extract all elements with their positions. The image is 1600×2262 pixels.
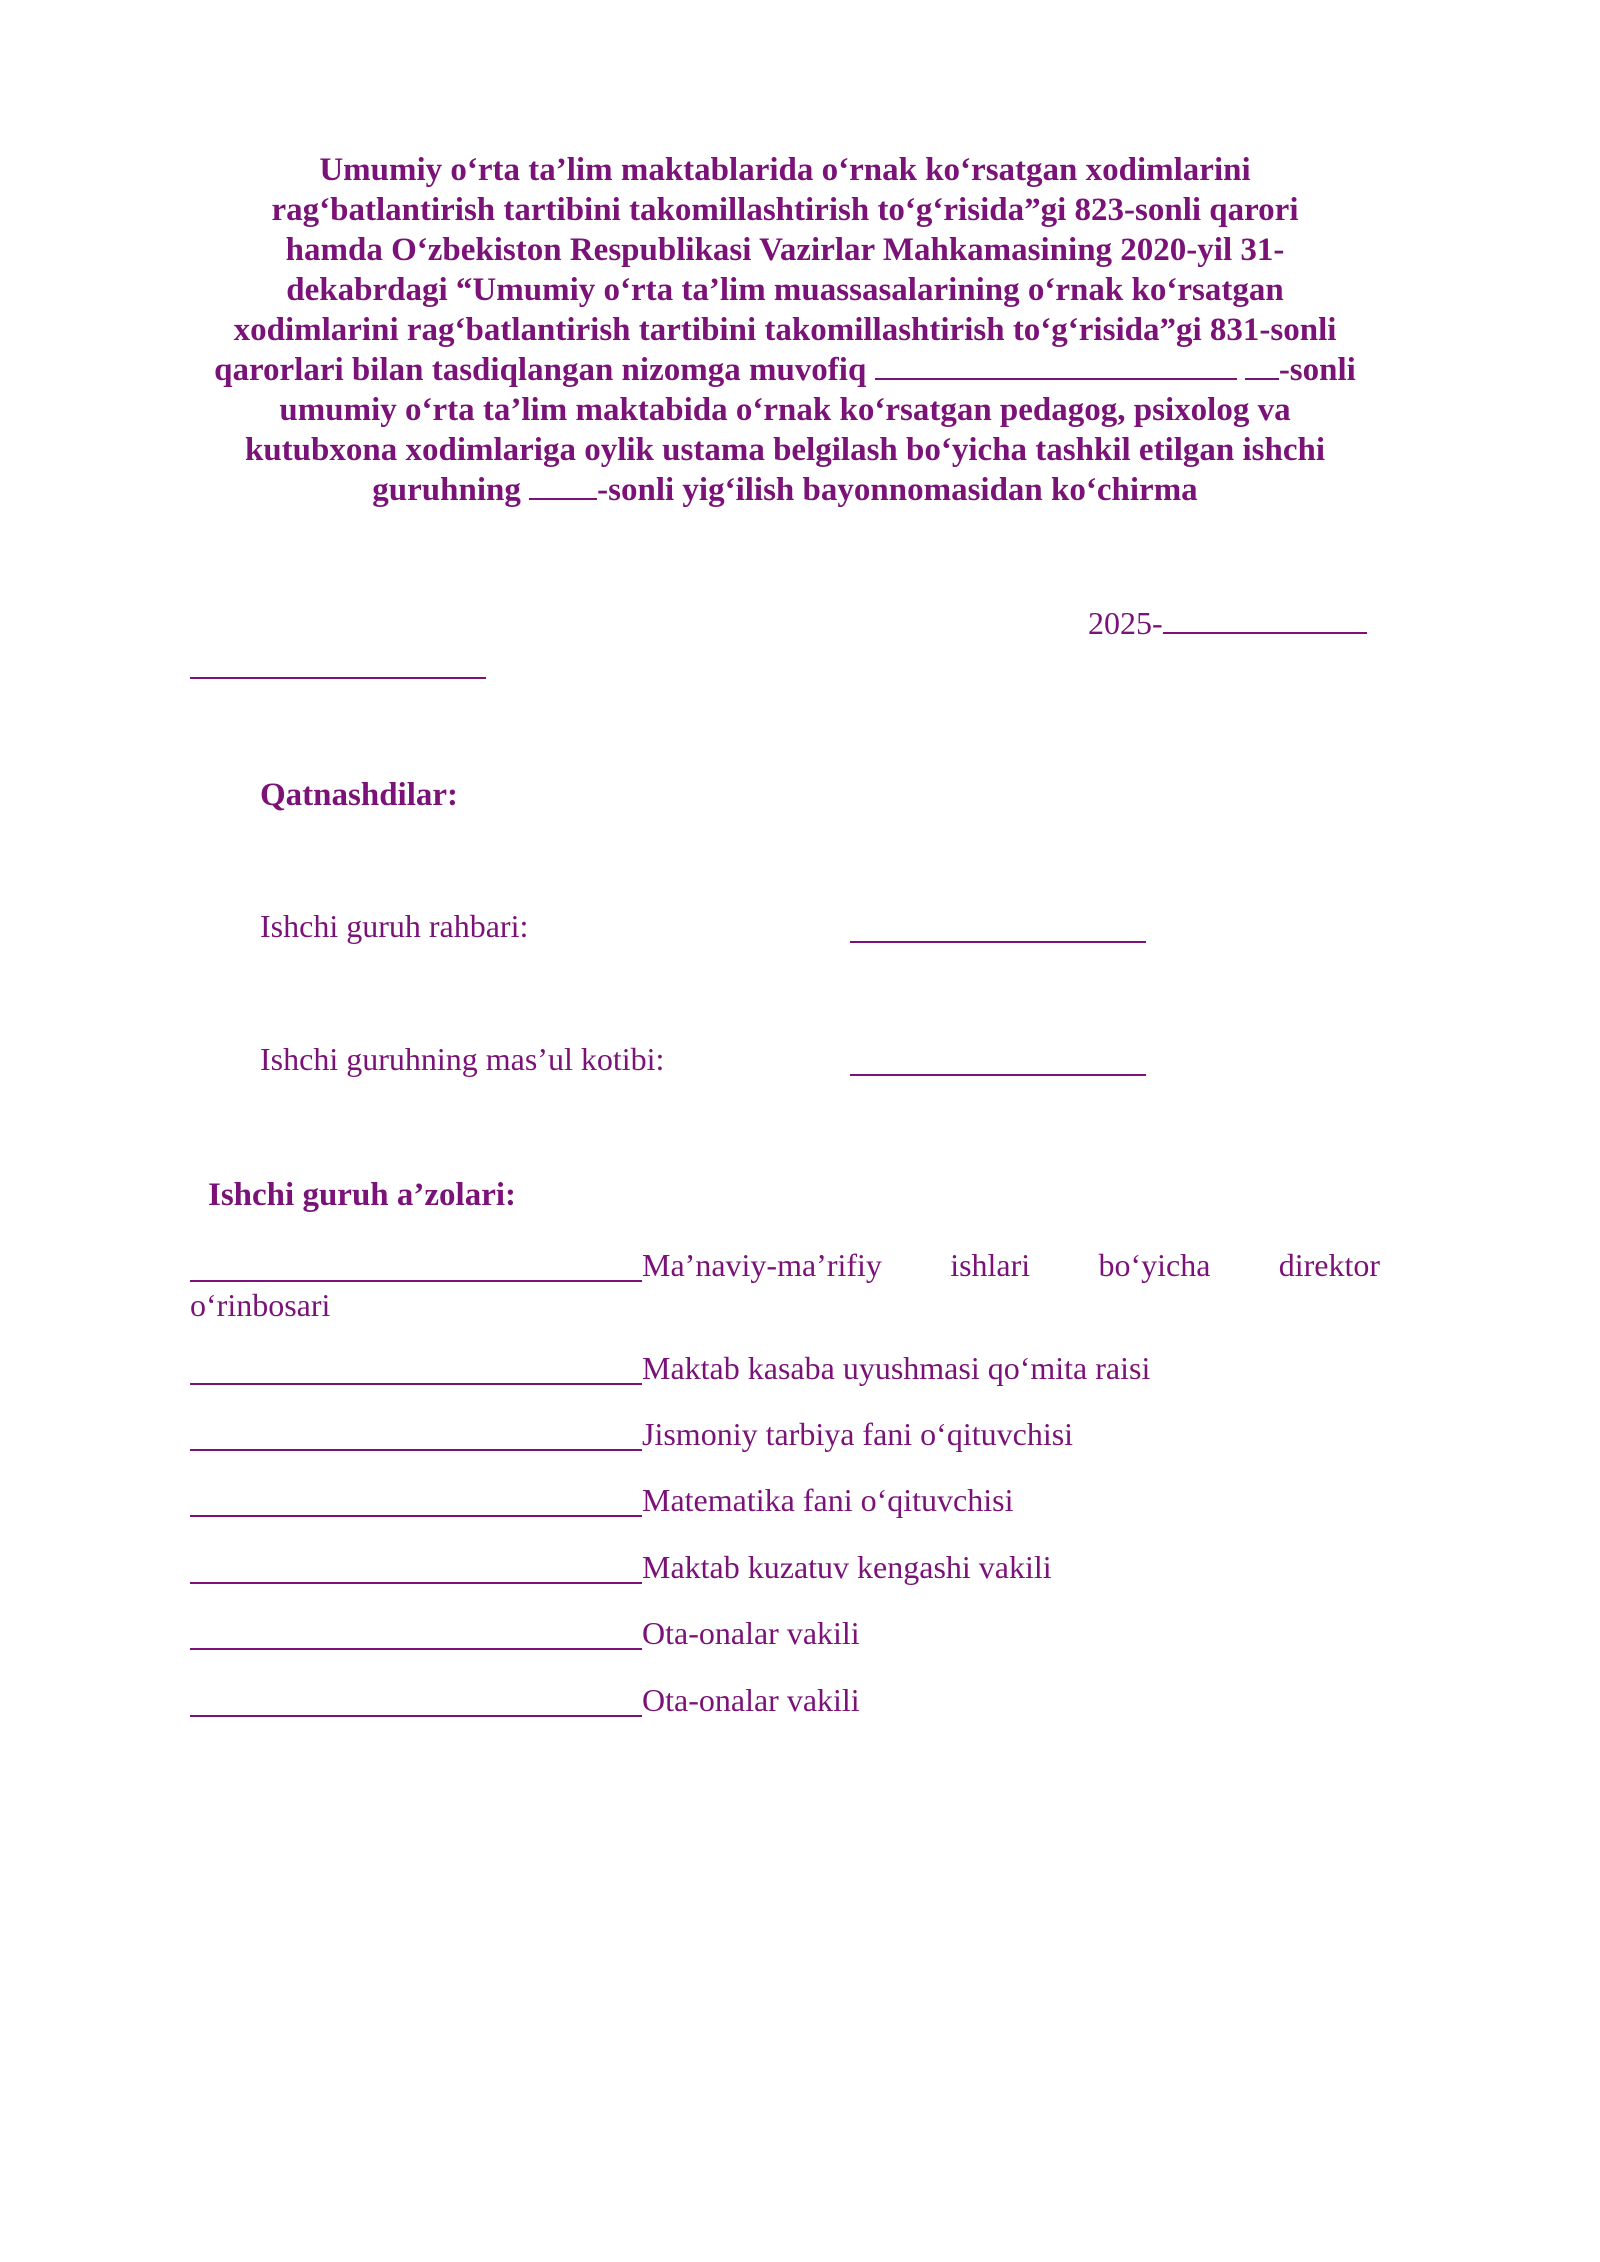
member-2-signature-line bbox=[190, 1353, 642, 1385]
member-7-role: Ota-onalar vakili bbox=[642, 1682, 860, 1718]
heading-line-6 bbox=[190, 350, 1380, 390]
member-3-signature-line bbox=[190, 1419, 642, 1451]
heading-line-5: xodimlarini rag‘batlantirish tartibini takomillashtirish to‘g‘risida”gi 831-sonli bbox=[233, 312, 1337, 348]
member-1-role-part-d: direktor bbox=[1278, 1247, 1380, 1283]
member-5-signature-line bbox=[190, 1552, 642, 1584]
member-1-signature-line bbox=[190, 1250, 642, 1282]
member-row-6 bbox=[190, 1615, 860, 1652]
member-5-role: Maktab kuzatuv kengashi vakili bbox=[642, 1549, 1052, 1585]
member-row-4 bbox=[190, 1482, 1013, 1519]
member-row-5 bbox=[190, 1549, 1052, 1586]
heading-line-9-suffix: -sonli yig‘ilish bayonnomasidan ko‘chirma bbox=[597, 472, 1198, 508]
leader-signature-line bbox=[850, 941, 1146, 943]
document-heading bbox=[190, 150, 1380, 510]
heading-line-9 bbox=[190, 470, 1380, 510]
member-4-role: Matematika fani o‘qituvchisi bbox=[642, 1482, 1014, 1518]
member-2-role: Maktab kasaba uyushmasi qo‘mita raisi bbox=[642, 1350, 1151, 1386]
member-row-1 bbox=[190, 1245, 1380, 1325]
place-blank bbox=[190, 677, 486, 679]
heading-line-7: umumiy o‘rta ta’lim maktabida o‘rnak ko‘rsatgan pedagog, psixolog va bbox=[279, 392, 1291, 428]
meeting-number-blank bbox=[529, 497, 597, 500]
date-field bbox=[1088, 605, 1367, 642]
participants-label: Qatnashdilar: bbox=[260, 777, 459, 813]
leader-label: Ishchi guruh rahbari: bbox=[260, 908, 529, 944]
member-6-signature-line bbox=[190, 1618, 642, 1650]
heading-line-3: hamda O‘zbekiston Respublikasi Vazirlar Mahkamasining 2020-yil 31- bbox=[285, 232, 1285, 268]
member-6-role: Ota-onalar vakili bbox=[642, 1615, 860, 1651]
date-blank bbox=[1163, 631, 1367, 634]
school-name-blank bbox=[875, 377, 1237, 380]
heading-line-1: Umumiy o‘rta ta’lim maktablarida o‘rnak ko‘rsatgan xodimlarini bbox=[319, 152, 1251, 188]
school-number-blank bbox=[1245, 377, 1279, 380]
member-1-role-part-a: Ma’naviy-ma’rifiy bbox=[642, 1247, 882, 1283]
member-4-signature-line bbox=[190, 1485, 642, 1517]
member-1-role-part-c: bo‘yicha bbox=[1098, 1247, 1211, 1283]
heading-line-4: dekabrdagi “Umumiy o‘rta ta’lim muassasalarining o‘rnak ko‘rsatgan bbox=[286, 272, 1284, 308]
members-title: Ishchi guruh a’zolari: bbox=[208, 1177, 517, 1213]
date-prefix: 2025- bbox=[1088, 605, 1163, 641]
member-row-7 bbox=[190, 1682, 860, 1719]
member-3-role: Jismoniy tarbiya fani o‘qituvchisi bbox=[642, 1416, 1074, 1452]
heading-line-6-suffix: -sonli bbox=[1278, 352, 1356, 388]
member-7-signature-line bbox=[190, 1685, 642, 1717]
member-row-3 bbox=[190, 1416, 1073, 1453]
member-row-2 bbox=[190, 1350, 1150, 1387]
secretary-label: Ishchi guruhning mas’ul kotibi: bbox=[260, 1041, 665, 1077]
member-1-role-part-e: o‘rinbosari bbox=[190, 1287, 331, 1323]
heading-line-8: kutubxona xodimlariga oylik ustama belgilash bo‘yicha tashkil etilgan ishchi bbox=[244, 432, 1326, 468]
heading-line-6-text: qarorlari bilan tasdiqlangan nizomga muvofiq bbox=[214, 352, 867, 388]
heading-line-2: rag‘batlantirish tartibini takomillashtirish to‘g‘risida”gi 823-sonli qarori bbox=[271, 192, 1299, 228]
heading-line-9-text: guruhning bbox=[372, 472, 521, 508]
secretary-signature-line bbox=[850, 1074, 1146, 1076]
member-1-role-part-b: ishlari bbox=[950, 1247, 1031, 1283]
